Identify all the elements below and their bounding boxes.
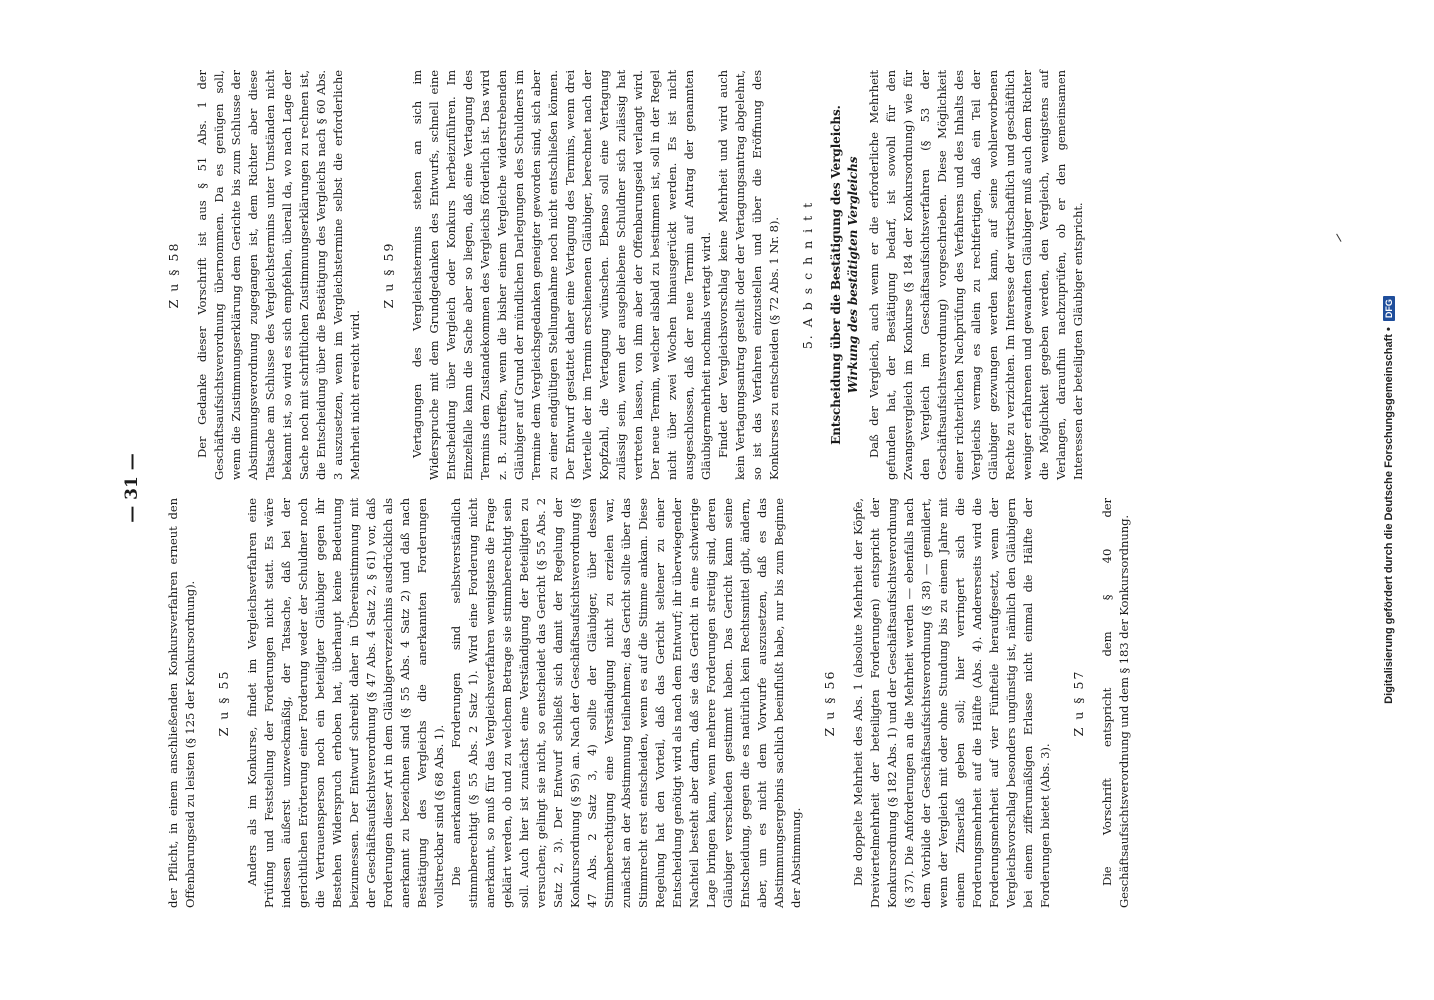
- section-heading-58: Z u § 58: [166, 241, 181, 309]
- chapter-paragraph-1: Daß der Vergleich, auch wenn er die erforderliche Mehrheit gefunden hat, der Bestätigung bedarf, ist sowohl für den Zwangsvergleich im Konkurse (§ 184 der Konkursordnung) wie für den Vergleich im Geschäftsaufsichtsverfahren (§ 53 der Geschäftsaufsichtsverordnung) vorgeschrieben. Diese Möglichkeit einer richterlichen Nachprüfung des Verfahrens und des Inhalts des Vergleichs vermag es allein zu rechtfertigen, daß ein Teil der Gläubiger gezwungen werden kann, auf seine wohlerworbenen Rechte zu verzichten. Im Interesse der wirtschaftlich und geschäftlich weniger erfahrenen und gewandten Gläubiger muß auch dem Richter die Möglichkeit gegeben werden, den Vergleich, wenigstens auf Verlangen, daraufhin nachzuprüfen, ob er den gemeinsamen Interessen der beteiligten Gläubiger entspricht.: [867, 70, 1085, 480]
- paragraph-56-1: Die doppelte Mehrheit des Abs. 1 (absolute Mehrheit der Köpfe, Dreiviertelmehrheit der beteiligten Forderungen) entspricht der Konkursordnung (§ 182 Abs. 1) und der Geschäftsaufsichtsverordnung (§ 37). Die Anforderungen an die Mehrheit werden — ebenfalls nach dem Vorbilde der Geschäftsaufsichtsverordnung (§ 38) — gemildert, wenn der Vergleich mit oder ohne Stundung bis zu einem Jahre mit einem Zinserlaß geben soll; hier verringert sich die Forderungsmehrheit auf die Hälfte (Abs. 4). Andererseits wird die Forderungsmehrheit auf vier Fünfteile heraufgesetzt, wenn der Vergleichsvorschlag besonders ungünstig ist, nämlich den Gläubigern bei einem zifferumäßigen Erlasse nicht einmal die Hälfte der Forderungen bietet (Abs. 3).: [851, 498, 1052, 908]
- digitization-note-text: Digitalisierung gefördert durch die Deutsche Forschungsgemeinschaft •: [1383, 327, 1395, 704]
- section-heading-56: Z u § 56: [822, 669, 837, 737]
- chapter-title: Entscheidung über die Bestätigung des Vergleichs.: [829, 105, 843, 445]
- section-heading-57: Z u § 57: [1071, 669, 1086, 737]
- section-heading-55: Z u § 55: [216, 669, 231, 737]
- page-number: — 31 —: [122, 453, 142, 523]
- paragraph-58-1: Der Gedanke dieser Vorschrift ist aus § 51 Abs. 1 der Geschäftsaufsichtsverordnung übernommen. Da es genügen soll, wenn die Zustimmungserklärung dem Gerichte bis zum Schlusse der Abstimmungsverordnung zugegangen ist, dem Richter aber diese Tatsache am Schlusse des Vergleichstermins unter Umständen nicht bekannt ist, so wird es sich empfehlen, überall da, wo nach Lage der Sache noch mit schriftlichen Zustimmungserklärungen zu rechnen ist, die Entscheidung über die Bestätigung des Vergleichs nach § 60 Abs. 3 auszusetzen, wenn im Vergleichstermine selbst die erforderliche Mehrheit nicht erreicht wird.: [195, 70, 362, 480]
- paragraph-59-1: Vertagungen des Vergleichstermins stehen an sich im Widerspruche mit dem Grundgedanken des Entwurfs, schnell eine Entscheidung über Vergleich oder Konkurs herbeizuführen. Im Einzelfalle kann die Sache aber so liegen, daß eine Vertagung des Termins dem Zustandekommen des Vergleichs förderlich ist. Das wird z. B. zutreffen, wenn die bisher einem Vergleiche widerstrebenden Gläubiger auf Grund der mündlichen Darlegungen des Schuldners im Termine dem Vergleichsgedanken geneigter geworden sind, sich aber zu einer endgültigen Stellungnahme noch nicht entschließen können. Der Entwurf gestattet daher eine Vertagung des Termins, wenn drei Viertelle der im Termin erschienenen Gläubiger, berechnet nach der Kopfzahl, die Vertagung wünschen. Ebenso soll eine Vertagung zulässig sein, wenn der ausgebliebene Schuldner sich zulässig hat vertreten lassen, von ihm aber der Offenbarungseid verlangt wird. Der neue Termin, welcher alsbald zu bestimmen ist, soll in der Regel nicht über zwei Wochen hinausgerückt werden. Es ist nicht ausgeschlossen, daß der neue Termin auf Antrag der genannten Gläubigermehrheit nochmals vertagt wird.: [410, 70, 713, 480]
- paragraph-55-2: Die anerkannten Forderungen sind selbstverständlich stimmberechtigt (§ 55 Abs. 2 Satz 1). Wird eine Forderung nicht anerkannt, so muß für das Vergleichsverfahren wenigstens die Frage geklärt werden, ob und zu welchem Betrage sie stimmberechtigt sein soll. Auch hier ist zunächst eine Verständigung der Beteiligten zu versuchen; gelingt sie nicht, so entscheidet das Gericht (§ 55 Abs. 2 Satz 2, 3). Der Entwurf schließt sich damit der Regelung der Konkursordnung (§ 95) an. Nach der Geschäftsaufsichtsverordnung (§ 47 Abs. 2 Satz 3, 4) sollte der Gläubiger, über dessen Stimmberechtigung eine Verständigung nicht zu erzielen war, zunächst an der Abstimmung teilnehmen; das Gericht sollte über das Stimmrecht erst entscheiden, wenn es auf die Stimme ankam. Diese Regelung hat den Vorteil, daß das Gericht seltener zu einer Entscheidung genötigt wird als nach dem Entwurf; ihr überwiegender Nachteil besteht aber darin, daß sie das Gericht in eine schwierige Lage bringen kann, wenn mehrere Forderungen streitig sind, deren Gläubiger verschieden gestimmt haben. Das Gericht kann seine Entscheidung, gegen die es natürlich kein Rechtsmittel gibt, ändern, aber, um es nicht dem Vorwurfe auszusetzen, daß es das Abstimmungsergebnis sachlich beeinflußt habe, nur bis zum Beginne der Abstimmung.: [449, 498, 803, 908]
- right-column: [165, 70, 1087, 480]
- intro-paragraph: der Pflicht, in einem anschließenden Konkursverfahren erneut den Offenbarungseid zu leisten (§ 125 der Konkursordnung).: [166, 498, 197, 908]
- chapter-subtitle: Wirkung des bestätigten Vergleichs: [846, 156, 860, 394]
- left-column: [165, 498, 1133, 908]
- dfg-logo-icon: DFG: [1383, 296, 1395, 321]
- scan-mark: [1336, 231, 1346, 242]
- section-heading-59: Z u § 59: [381, 241, 396, 309]
- scanned-document-page: [60, 28, 1320, 948]
- chapter-heading: 5. A b s c h n i t t: [800, 200, 815, 350]
- paragraph-55-1: Anders als im Konkurse, findet im Vergleichsverfahren eine Prüfung und Feststellung der Forderungen nicht statt. Es wäre indessen äußerst unzweckmäßig, der Tatsache, daß bei der gerichtlichen Erörterung einer Forderung weder der Schuldner noch die Vertrauensperson noch ein beteiligter Gläubiger gegen ihr Bestehen Widerspruch erhoben hat, überhaupt keine Bedeutung beizumessen. Der Entwurf schreibt daher in Übereinstimmung mit der Geschäftsaufsichtsverordnung (§ 47 Abs. 4 Satz 2, § 61) vor, daß Forderungen dieser Art in dem Gläubigerverzeichnis ausdrücklich als anerkannt zu bezeichnen sind (§ 55 Abs. 4 Satz 2) und daß nach Bestätigung des Vergleichs die anerkannten Forderungen vollstreckbar sind (§ 68 Abs. 1).: [245, 498, 446, 908]
- paragraph-59-2: Findet der Vergleichsvorschlag keine Mehrheit und wird auch kein Vertagungsantrag gestellt oder der Vertagungsantrag abgelehnt, so ist das Verfahren einzustellen und über die Eröffnung des Konkurses zu entscheiden (§ 72 Abs. 1 Nr. 8).: [716, 70, 781, 480]
- digitization-note: [1376, 8, 1402, 992]
- paragraph-57-1: Die Vorschrift entspricht dem § 40 der Geschäftsaufsichtsverordnung und dem § 183 der Konkursordnung.: [1100, 498, 1131, 908]
